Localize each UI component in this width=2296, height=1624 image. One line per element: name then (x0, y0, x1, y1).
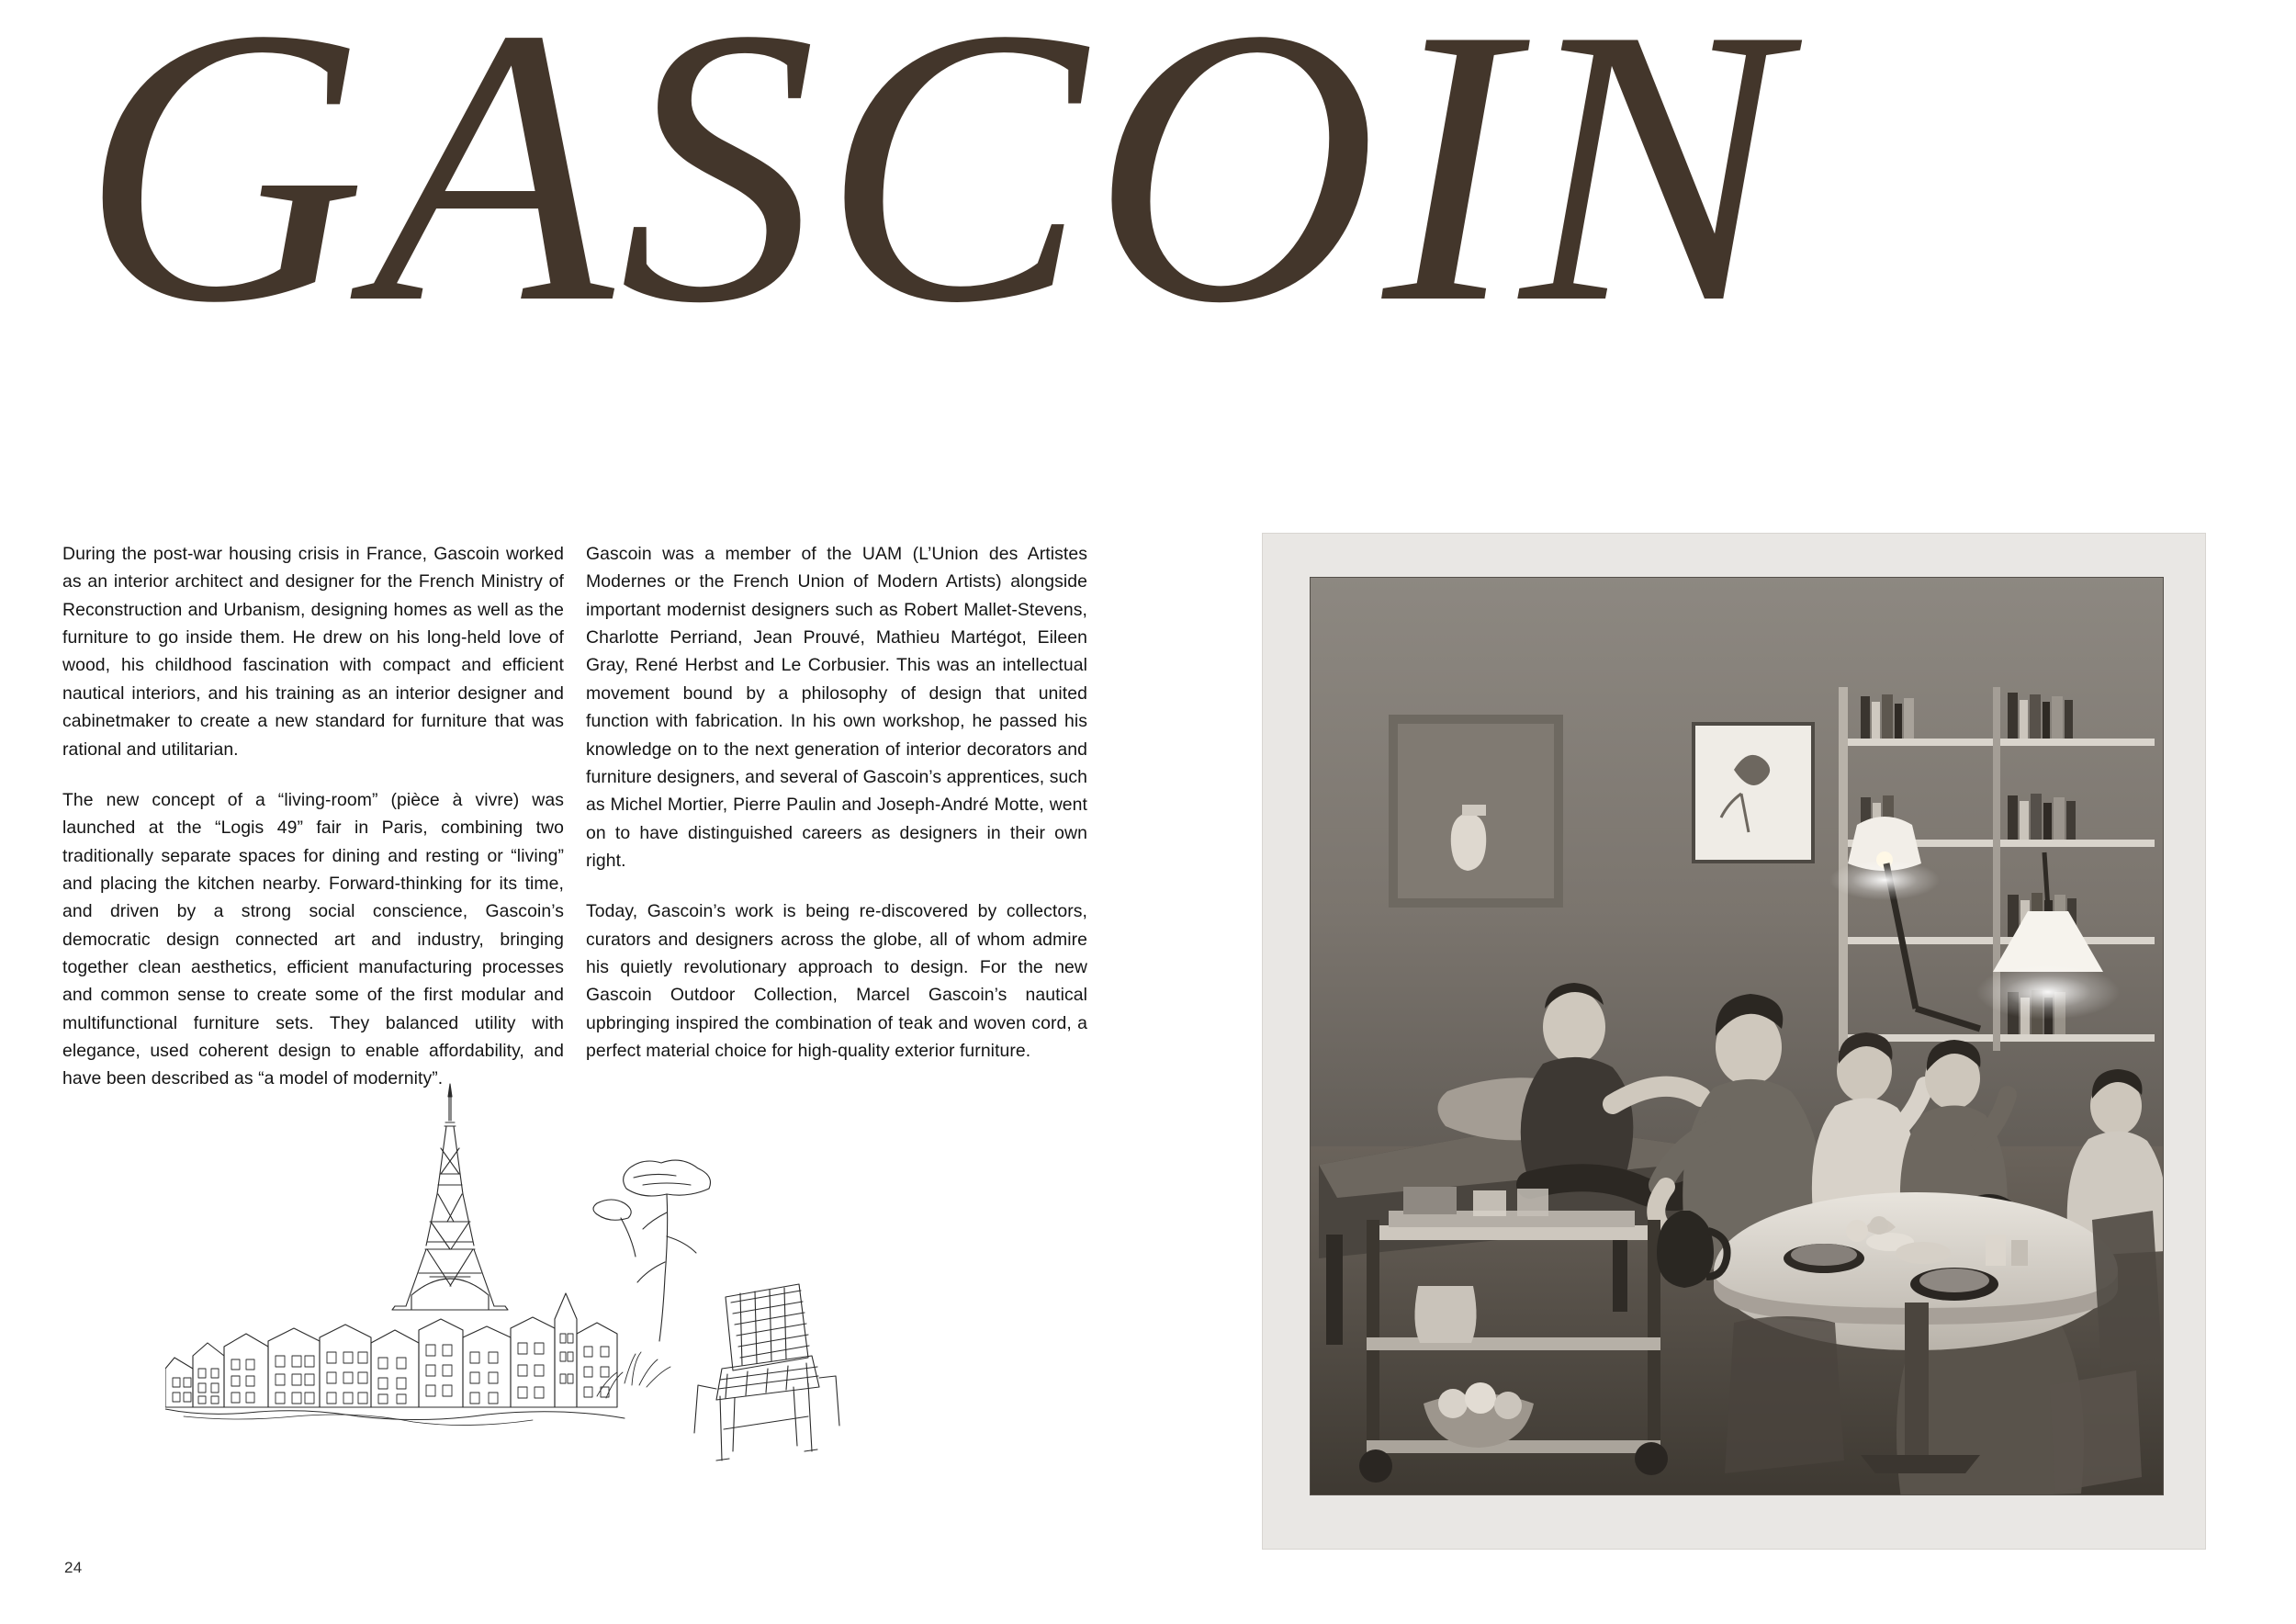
rooftops-sketch (165, 1293, 625, 1426)
body-column-left (62, 540, 564, 1093)
paragraph: Gascoin was a member of the UAM (L’Union des Artistes Modernes or the French Union of Modern Artists) alongside important modernist designers such as Robert Mallet-Stevens, Charlotte Perriand, Jean Prouvé, Mathieu Martégot, Eileen Gray, René Herbst and Le Corbusier. This was an intellectual movement bound by a philosophy of design that united function with fabrication. In his own workshop, he passed his knowledge on to the next generation of interior decorators and furniture designers, and several of Gascoin’s apprentices, such as Michel Mortier, Pierre Paulin and Joseph-André Motte, went on to have distinguished careers as designers in their own right. (586, 544, 1087, 871)
grass-sketch (597, 1352, 670, 1398)
masthead (0, 0, 2296, 478)
paragraph: Today, Gascoin’s work is being re-discovered by collectors, curators and designers across the globe, all of whom admire his quietly revolutionary approach to design. For the new Gascoin Outdoor Collection, Marcel Gascoin’s nautical upbringing inspired the combination of teak and woven cord, a perfect material choice for high-quality exterior furniture. (586, 901, 1087, 1062)
cord-armchair-sketch (694, 1284, 839, 1460)
page-title: GASCOIN (81, 0, 1790, 385)
paris-skyline-sketch (165, 1066, 928, 1479)
eiffel-tower-sketch (392, 1084, 508, 1310)
paragraph: The new concept of a “living-room” (pièce à vivre) was launched at the “Logis 49” fair in Paris, combining two traditionally separate spaces for dining and resting or “living” and placing the kitchen nearby. Forward-thinking for its time, and driven by a strong social conscience, Gascoin’s democratic design connected art and industry, bringing together clean aesthetics, efficient manufacturing processes and common sense to create some of the first modular and multifunctional furniture sets. They balanced utility with elegance, used coherent design to enable affordability, and have been described as “a model of modernity”. (62, 789, 564, 1089)
paragraph: During the post-war housing crisis in France, Gascoin worked as an interior architect and designer for the French Ministry of Reconstruction and Urbanism, designing homes as well as the furniture to go inside them. He drew on his long-held love of wood, his childhood fascination with compact and efficient nautical interiors, and his training as an interior designer and cabinetmaker to create a new standard for furniture that was rational and utilitarian. (62, 544, 564, 760)
body-column-right (586, 540, 1087, 1065)
photo-plate (1262, 533, 2206, 1550)
pine-tree-sketch (593, 1160, 711, 1341)
page-number: 24 (64, 1559, 83, 1576)
family-dining-photograph (1310, 577, 2164, 1495)
